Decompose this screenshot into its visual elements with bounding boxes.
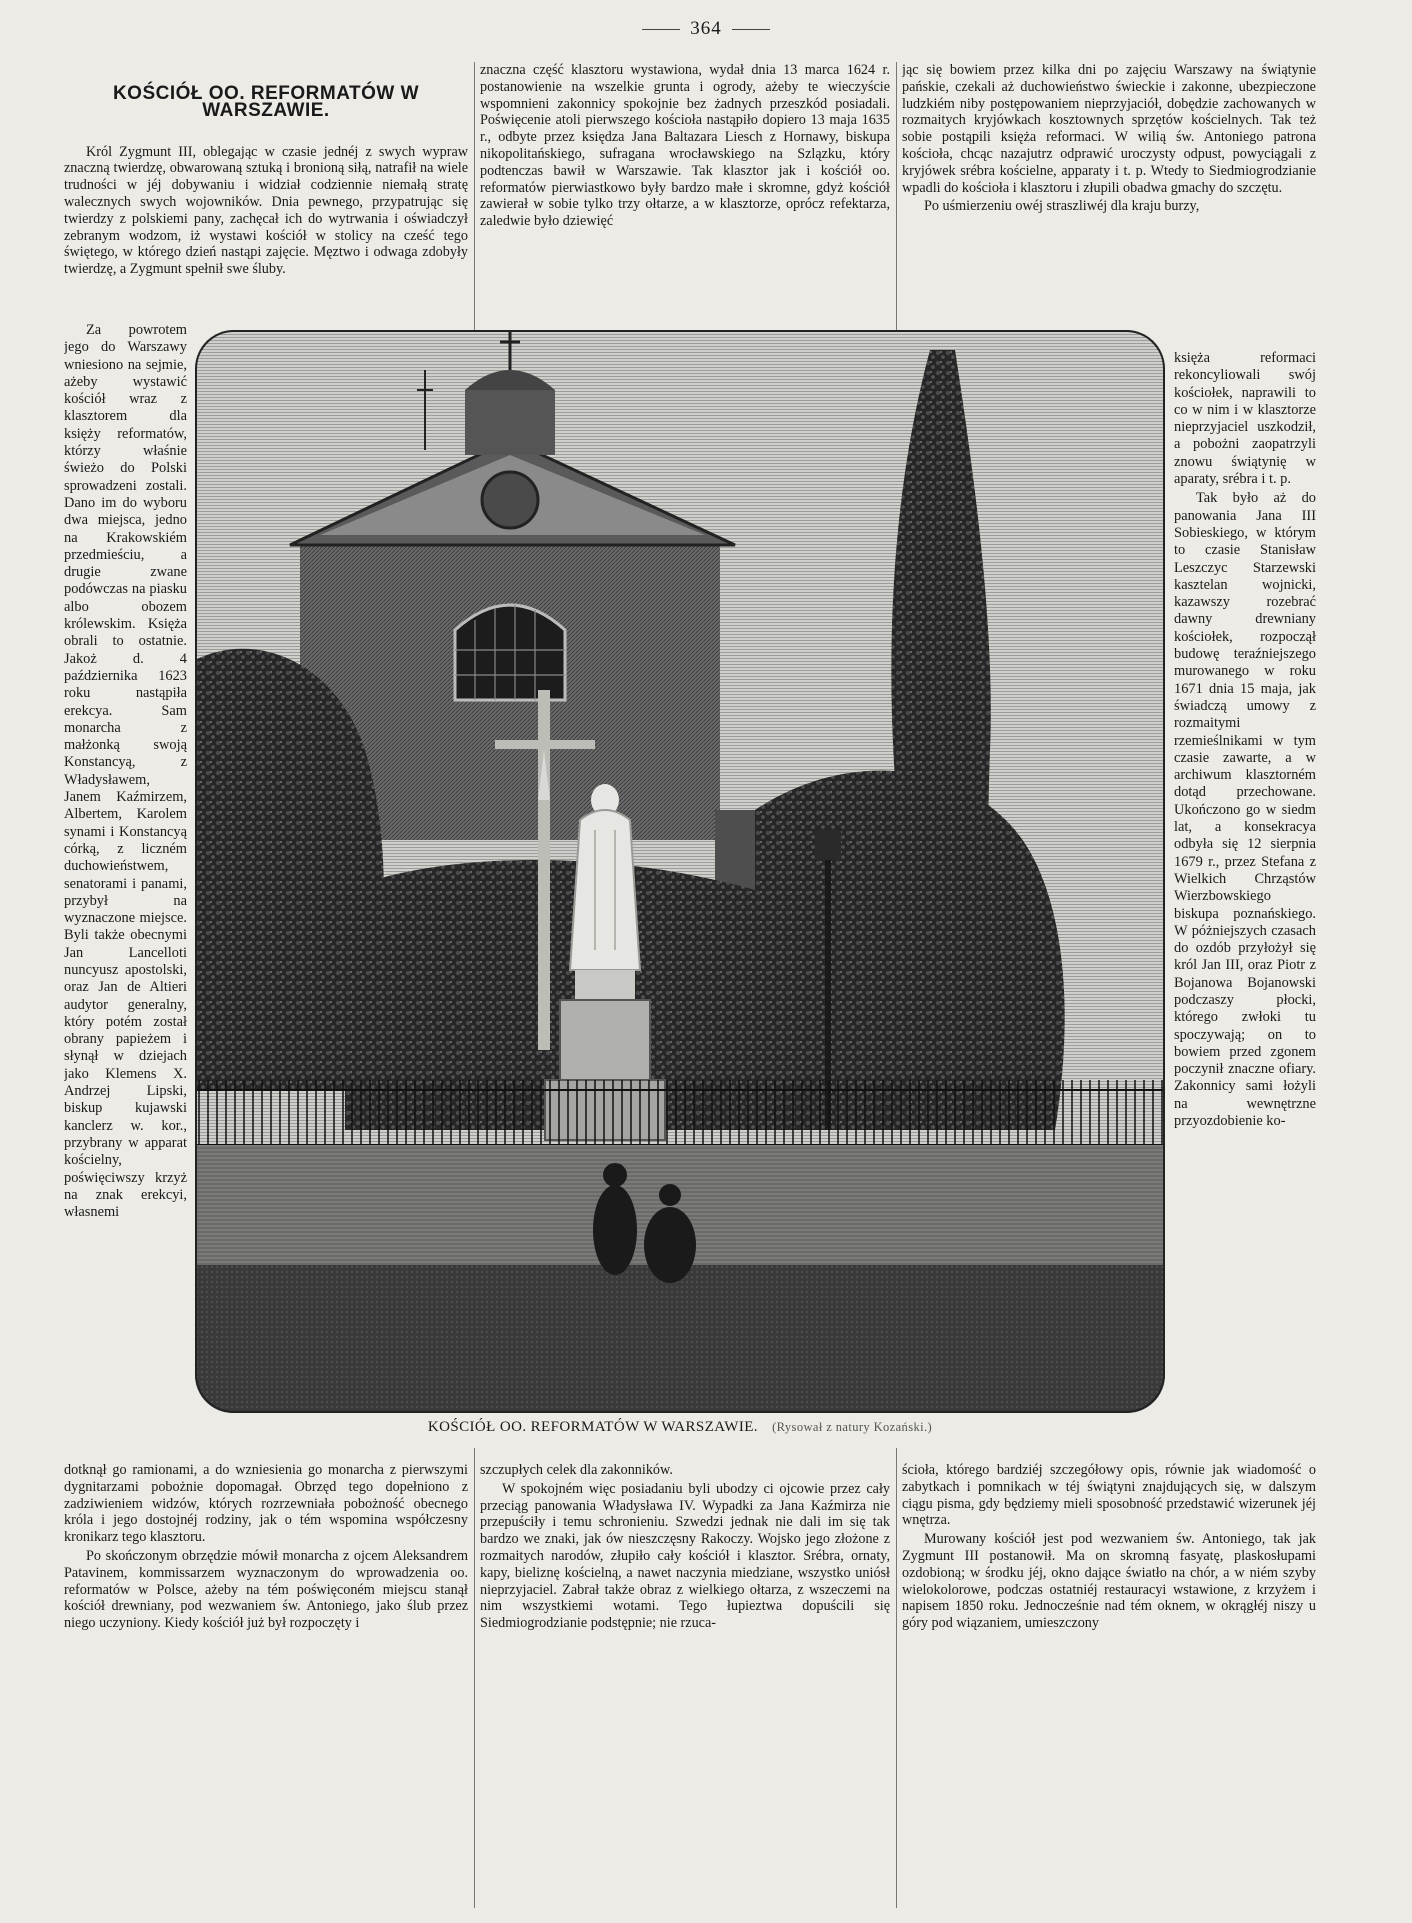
paragraph: szczupłych celek dla zakonników. <box>480 1462 673 1478</box>
column-1-top <box>64 78 468 318</box>
paragraph: dotknął go ramionami, a do wzniesienia go monarcha z pierwszymi dygnitarzami pobożnie dopomagał. Obrzęd tego dopełniono z zadziwieniem widzów, których rozrzewniała pobożność obecnego króla i jego dostojnéj rodziny, jak o tém wspomina współczesny kronikarz tego klasztoru. <box>64 1462 468 1546</box>
column-2-bottom <box>480 1462 890 1907</box>
church-engraving <box>195 330 1165 1413</box>
column-divider <box>474 1448 475 1908</box>
paragraph: Tak było aż do panowania Jana III Sobieskiego, w którym to czasie Stanisław Leszczyc Starzewski kasztelan wojnicki, kazawszy rozebrać dawny drewniany kościołek, rozpoczął budowę teraźniejszego murowanego w roku 1671 dnia 15 maja, jak świadczą umowy z rozmaitymi rzemieślnikami w tym czasie zawarte, a w archiwum klasztorném dotąd przechowane. Ukończono go w siedm lat, a konsekracya odbyła się 12 sierpnia 1679 r., przez Stefana z Wielkich Chrząstów Wierzbowskiego biskupa poznańskiego. W póżniejszych czasach do ozdób przyłożył się król Jan III, oraz Piotr z Bojanowa Bojanowski podczaszy płocki, którego zwłoki tu spoczywają; on to bowiem przed zgonem poczynił znaczne ofiary. Zakonnicy sami łożyli na wewnętrzne przyozdobienie ko- <box>1174 490 1316 1130</box>
column-3-narrow <box>1174 350 1316 1458</box>
paragraph: Po uśmierzeniu owéj straszliwéj dla kraju burzy, <box>924 198 1200 215</box>
paragraph: Za powrotem jego do Warszawy wniesiono na sejmie, ażeby wystawić kościół wraz z klasztorem dla księży reformatów, którzy właśnie świeżo do Polski sprowadzeni zostali. Dano im do wyboru dwa miejsca, jedno na Krakowskiém przedmieściu, a drugie zwane podówczas na piasku albo obozem królewskim. Księża obrali to ostatnie. Jakoż d. 4 października 1623 roku nastąpiła erekcya. Sam monarcha z małżonką swoją Konstancyą, z Władysławem, Janem Kaźmirzem, Albertem, Karolem synami i Konstancyą córką, z liczném duchowieństwem, senatorami i panami, przybył na wyznaczone miejsce. Byli także obecnymi Jan Lancelloti nuncyusz apostolski, oraz Jan de Altieri audytor generalny, który potém został obrany papieżem i słynął w dziejach jako Klemens X. Andrzej Lipski, biskup kujawski kanclerz w. kor., przybrany w apparat kościelny, poświęciwszy krzyż na znak erekcyi, własnemi <box>64 322 187 1221</box>
paragraph: Król Zygmunt III, oblegając w czasie jednéj z swych wypraw znaczną twierdzę, obwarowaną sztuką i bronioną siłą, natrafił na wiele trudności w jéj dobywaniu i widział codziennie niemałą stratę walecznych swych wojowników. Dnia pewnego, przypatrując się twierdzy z polskiemi pany, zachęcał ich do wytrwania i oświadczył zebranym wodzom, iż wystawi kościół w stolicy na cześć tego świętego, w którego dzień nastąpi zajęcie. Męztwo i odwaga zdobyły twierdzę, a Zygmunt spełnił swe śluby. <box>64 143 468 278</box>
paragraph: znaczna część klasztoru wystawiona, wydał dnia 13 marca 1624 r. postanowienie na wszelkie grunta i ogrody, ażeby te wieczyście wspomnieni zakonnicy spokojnie bez żadnych przeszkód posiadali. Poświęcenie atoli pierwszego kościoła nastąpiło dopiero 13 maja 1635 r., odbyte przez księdza Jana Baltazara Liesch z Hornawy, biskupa nikopolitańskiego, sufragana wrocławskiego na Szlązku, który podtenczas bawił w Warszawie. Tak klasztor jak i kościół oo. reformatów pierwiastkowo były bardzo małe i skromne, gdyż kościół zawierał w sobie tylko trzy ołtarze, a w klasztorze, oprócz refektarza, zaledwie było dziewięć <box>480 62 890 230</box>
column-1-narrow <box>64 322 187 1457</box>
paragraph: jąc się bowiem przez kilka dni po zajęciu Warszawy na świątynie pańskie, czekali aż duchowieństwo świeckie i zakonne, ubezpieczone ludzkiém niby postępowaniem nieprzyjaciół, dobędzie zachowanych w rozmaitych kryjówkach kosztownych sprzętów kościelnych. Tak też sobie postąpili księża reformaci. W wilią św. Antoniego patrona kościoła, chcąc nazajutrz odprawić uroczysty odpust, powyciągali z kryjówek srébra kościelne, apparaty i t. p. Wtedy to Siedmiogrodzianie wpadli do kościoła i klasztoru i złupili obadwa gmachy do szczętu. <box>902 62 1316 196</box>
column-divider <box>896 62 897 330</box>
column-1-bottom <box>64 1462 468 1907</box>
paragraph: ścioła, którego bardziéj szczegółowy opis, równie jak wiadomość o zabytkach i pomnikach w téj świątyni znajdujących się, w dalszym ciągu pisma, gdy będziemy mieli sposobność przedstawić wizerunek jéj wnętrza. <box>902 1462 1316 1529</box>
page-number: 364 <box>0 18 1412 40</box>
column-3-top <box>902 62 1316 347</box>
illustration-caption <box>195 1419 1165 1436</box>
column-2-top <box>480 62 890 324</box>
paragraph: Po skończonym obrzędzie mówił monarcha z ojcem Aleksandrem Patavinem, kommissarzem wyznaczonym do wprowadzenia oo. reformatów w Polsce, ażeby na tém poświęconém miejscu stanął kościół drewniany, pod wezwaniem św. Antoniego, jako ślub przez niego uczyniony. Kiedy kościół już był rozpoczęty i <box>64 1547 468 1632</box>
column-3-bottom <box>902 1462 1316 1907</box>
column-divider <box>474 62 475 330</box>
article-title: KOŚCIÓŁ OO. REFORMATÓW W WARSZAWIE. <box>112 83 420 121</box>
caption-credit: (Rysował z natury Kozański.) <box>772 1420 933 1434</box>
column-divider <box>896 1448 897 1908</box>
paragraph: księża reformaci rekoncyliowali swój kościołek, naprawili to co w nim i w klasztorze nieprzyjaciel uszkodził, a pobożni zaopatrzyli znowu świątynię w aparaty, srébra i t. p. <box>1174 350 1316 488</box>
paragraph: W spokojném więc posiadaniu byli ubodzy ci ojcowie przez cały przeciąg panowania Władysława IV. Wypadki za Jana Kaźmirza nie przepuściły i temu schronieniu. Szwedzi jednak nie dali im się tak bardzo we znaki, jak ów nieszczęsny Rakoczy. Wojsko jego złożone z rozmaitych narodów, złupiło cały kościół i klasztor. Srébra, ornaty, kapy, bieliznę kościelną, a nawet naczynia miedziane, wszystko uniósł nieprzyjaciel. Zabrał także obraz z wielkiego ołtarza, z wszeczemi na nim wszystkiemi wotami. Tego łupieztwa dopuścili się Siedmiogrodzianie podstępnie; nie rzuca- <box>480 1480 890 1632</box>
paragraph: Murowany kościół jest pod wezwaniem św. Antoniego, tak jak Zygmunt III postanowił. Ma on skromną fasyatę, plaskosłupami ozdobioną; w środku jéj, okno dające światło na chór, a w niém szyby wielokolorowe, podczas ostatniéj restauracyi wstawione, z krzyżem i napisem 1850 roku. Jednocześnie nad tém oknem, w okrągłéj niszy u góry pod wiązaniem, umieszczony <box>902 1531 1316 1632</box>
caption-title: KOŚCIÓŁ OO. REFORMATÓW W WARSZAWIE. <box>427 1419 758 1435</box>
